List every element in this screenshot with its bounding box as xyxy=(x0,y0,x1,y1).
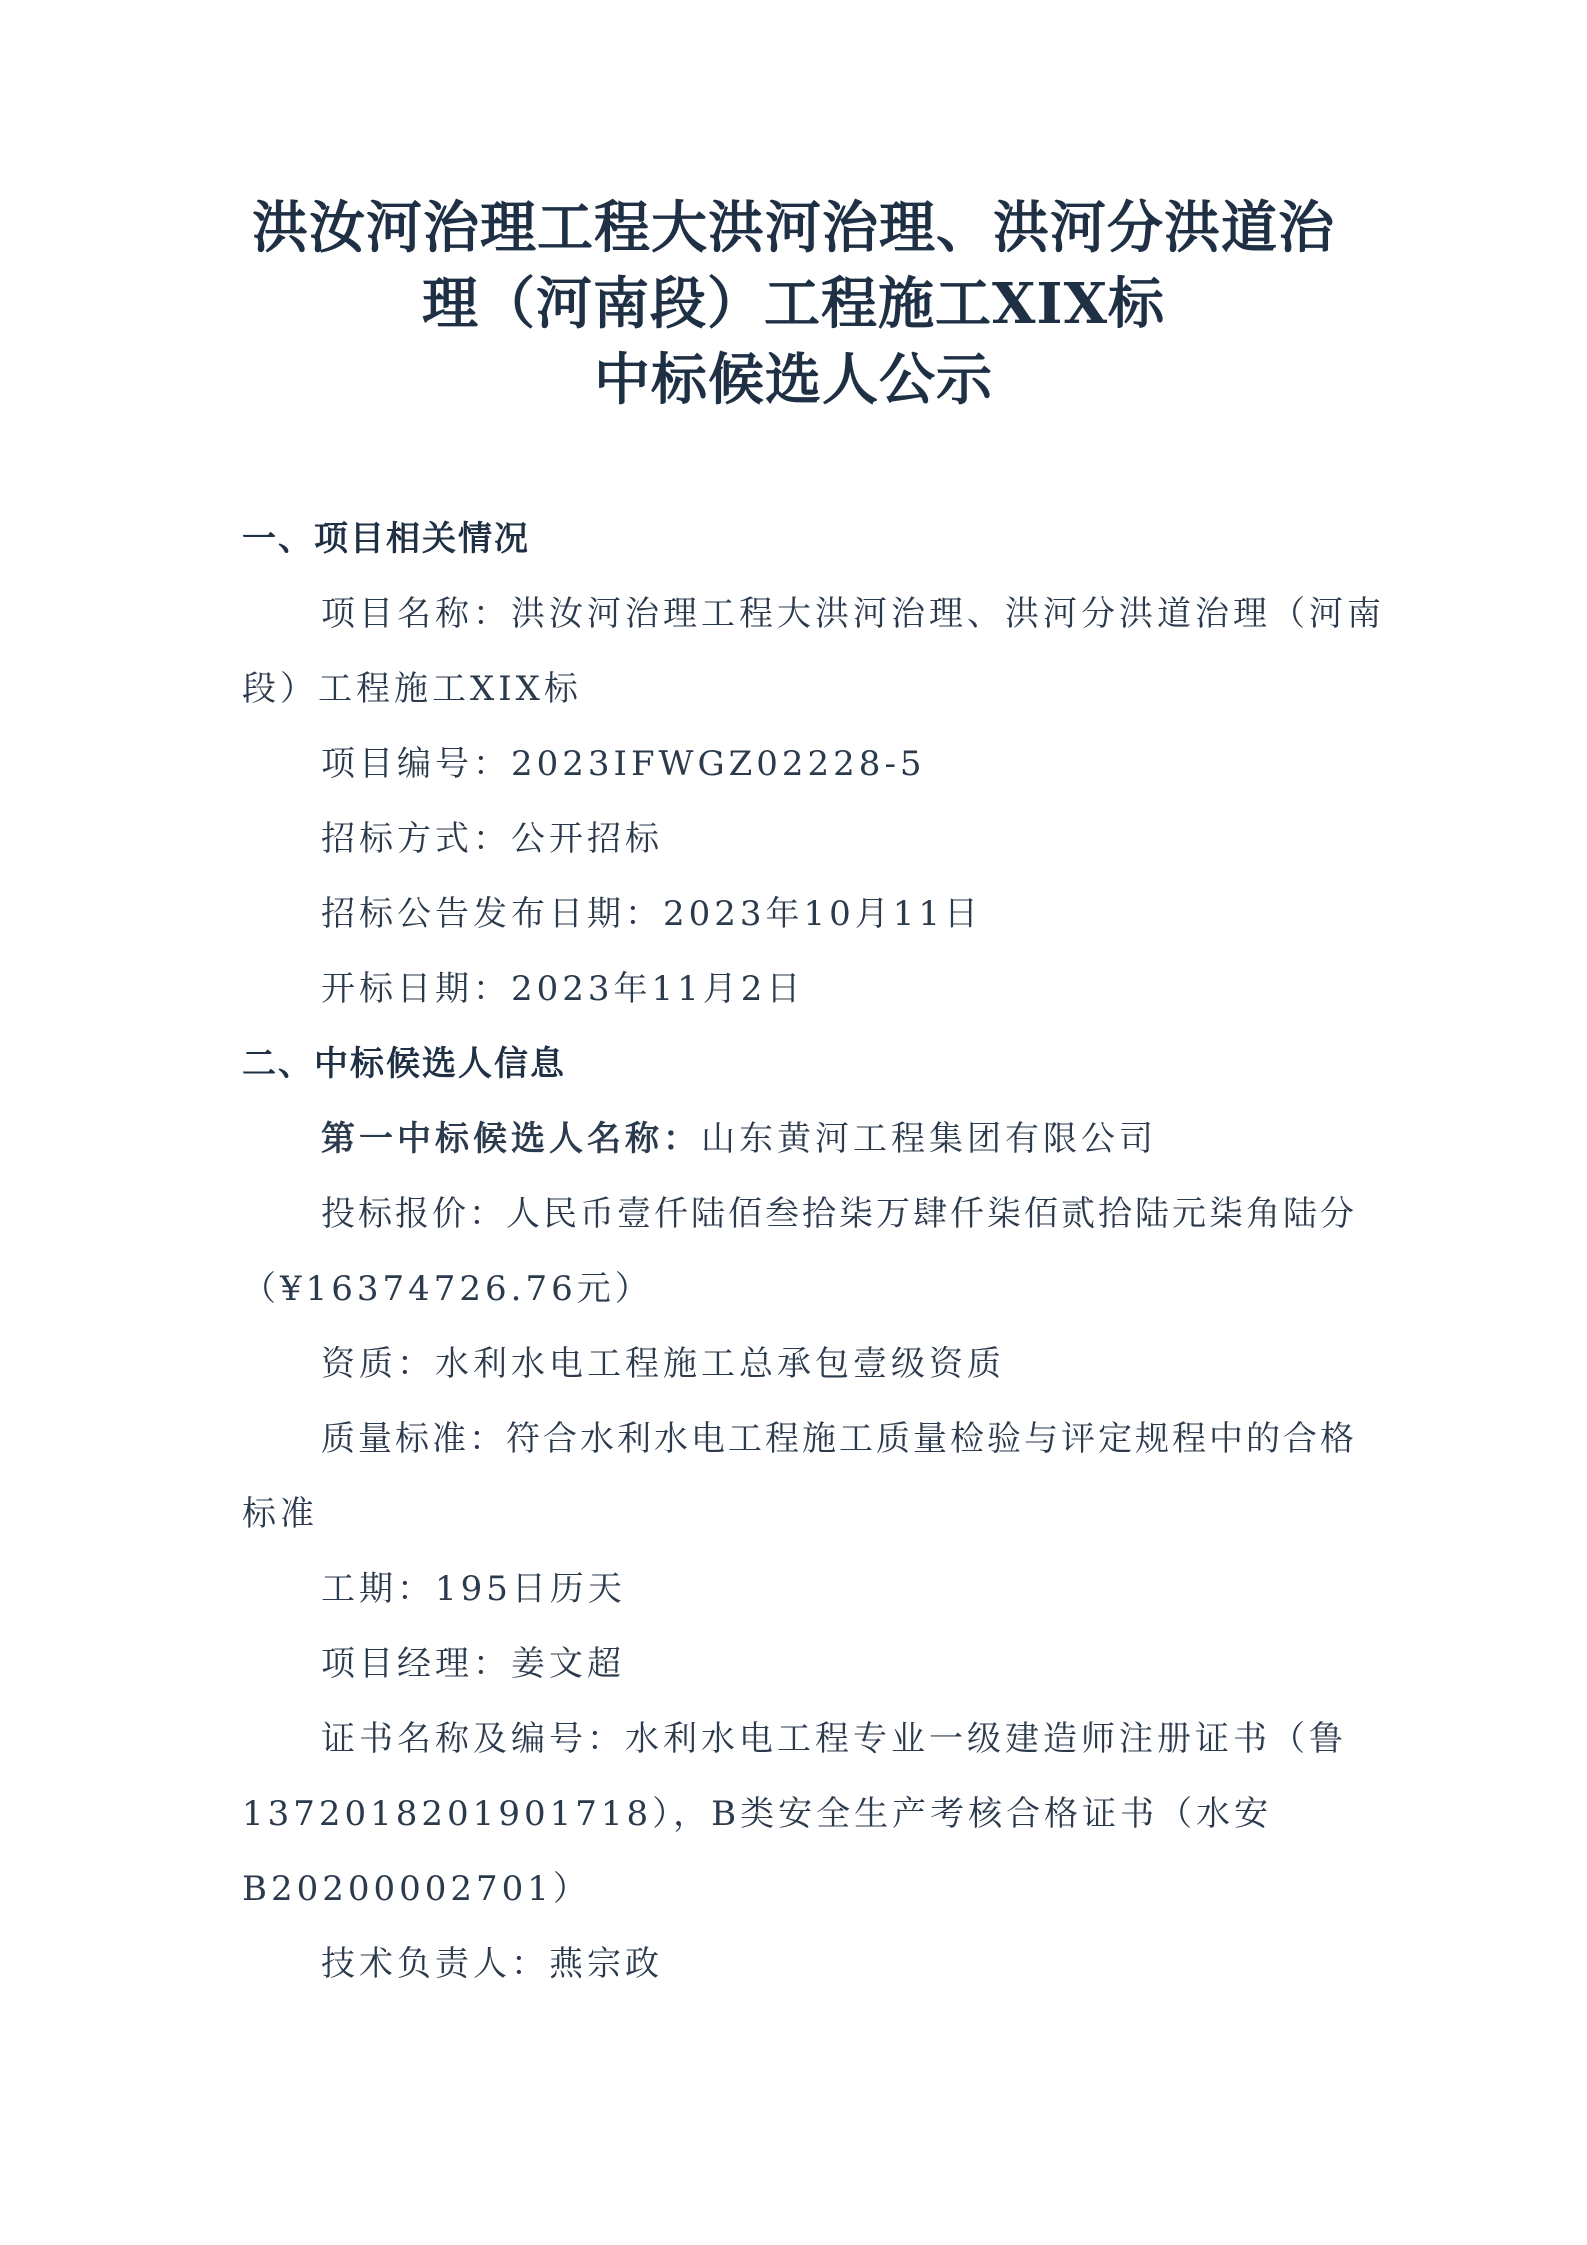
technical-lead: 技术负责人：燕宗政 xyxy=(321,1944,663,1984)
bid-price-line-2: （¥16374726.76元） xyxy=(242,1269,653,1309)
project-manager: 项目经理：姜文超 xyxy=(321,1644,625,1684)
project-name-line-1: 项目名称：洪汝河治理工程大洪河治理、洪河分洪道治理（河南 xyxy=(321,594,1385,634)
quality-standard-line-2: 标准 xyxy=(242,1494,318,1534)
section-heading-project: 一、项目相关情况 xyxy=(242,519,530,559)
title-line-3: 中标候选人公示 xyxy=(594,347,993,413)
project-number: 项目编号：2023IFWGZ02228-5 xyxy=(321,744,926,784)
bid-method: 招标方式：公开招标 xyxy=(321,819,663,859)
first-candidate xyxy=(321,1102,1347,1177)
bid-price-line-1: 投标报价：人民币壹仟陆佰叁拾柒万肆仟柒佰贰拾陆元柒角陆分 xyxy=(321,1194,1357,1234)
project-name-line-2: 段）工程施工XIX标 xyxy=(242,669,582,709)
open-date: 开标日期：2023年11月2日 xyxy=(321,969,805,1009)
construction-period: 工期：195日历天 xyxy=(321,1569,626,1609)
qualification: 资质：水利水电工程施工总承包壹级资质 xyxy=(321,1344,1005,1384)
certificate-line-1: 证书名称及编号：水利水电工程专业一级建造师注册证书（鲁 xyxy=(321,1719,1347,1759)
notice-date: 招标公告发布日期：2023年10月11日 xyxy=(321,894,983,934)
title-line-2: 理（河南段）工程施工XIX标 xyxy=(421,271,1166,337)
candidate-label: 第一中标候选人名称： xyxy=(321,1119,701,1159)
quality-standard-line-1: 质量标准：符合水利水电工程施工质量检验与评定规程中的合格 xyxy=(321,1419,1357,1459)
section-heading-candidate: 二、中标候选人信息 xyxy=(242,1044,566,1084)
certificate-line-2: 1372018201901718），B类安全生产考核合格证书（水安 xyxy=(242,1794,1273,1834)
document-title xyxy=(200,190,1387,418)
candidate-name: 山东黄河工程集团有限公司 xyxy=(701,1119,1157,1159)
certificate-line-3: B20200002701） xyxy=(242,1869,591,1909)
title-line-1: 洪汝河治理工程大洪河治理、洪河分洪道治 xyxy=(252,195,1335,261)
document-body xyxy=(242,502,1385,2002)
